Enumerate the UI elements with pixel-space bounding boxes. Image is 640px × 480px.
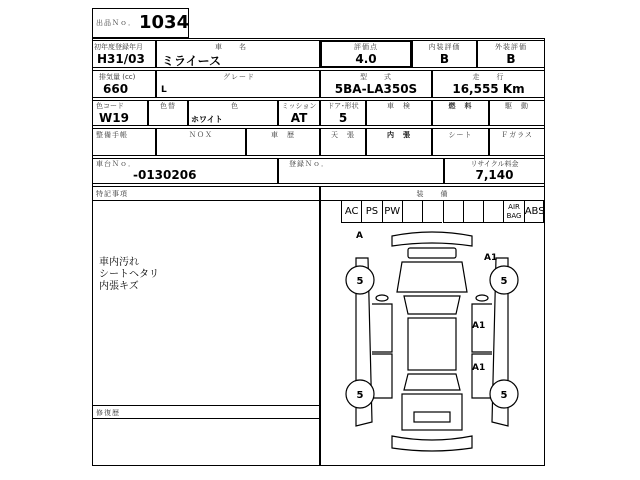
doors-cell <box>320 100 366 126</box>
year-cell <box>92 40 156 68</box>
color-code-label: 色コード <box>96 102 124 110</box>
displacement-label: 排気量 (cc) <box>99 73 136 81</box>
rear-plate <box>414 412 450 422</box>
seat-label: シート <box>448 131 473 139</box>
equipment-item: AIR BAG <box>503 201 523 223</box>
year-label: 初年度登録年月 <box>94 43 143 51</box>
mileage-cell <box>432 70 545 98</box>
seat-cell <box>432 128 489 156</box>
interior-score-value: B <box>439 52 450 66</box>
note-line: 車内汚れ <box>99 257 139 268</box>
windshield-outline <box>404 296 460 314</box>
color-code-value: W19 <box>99 111 129 125</box>
equipment-header: 装 備 <box>416 190 449 198</box>
grade-value: L <box>161 85 167 95</box>
equipment-item <box>443 201 463 223</box>
interior-score-cell <box>412 40 477 68</box>
registration-label: 登録Ｎｏ． <box>289 160 329 168</box>
equipment-item: ABS <box>524 201 544 223</box>
damage-mark: A1 <box>472 363 486 373</box>
mileage-label: 走 行 <box>472 73 505 81</box>
manual-cell <box>92 128 156 156</box>
equipment-item: PS <box>361 201 381 223</box>
car-diagram <box>322 222 543 464</box>
model-label: 型 式 <box>360 73 392 81</box>
inspection-cell <box>366 100 432 126</box>
tire-label: 5 <box>356 390 364 401</box>
drive-cell <box>489 100 545 126</box>
interior-trim-label: 内 張 <box>387 131 411 139</box>
color-swap-label: 色替 <box>160 102 176 110</box>
notes-panel <box>92 186 320 466</box>
left-door-rear <box>372 354 392 398</box>
note-line: シートヘタリ <box>99 269 159 280</box>
doors-value: 5 <box>338 111 348 125</box>
front-grille <box>408 248 456 258</box>
registration-cell <box>278 158 444 184</box>
color-swap-cell <box>148 100 188 126</box>
displacement-cell <box>92 70 156 98</box>
repair-header-row <box>93 405 319 419</box>
exterior-score-value: B <box>506 52 516 66</box>
model-value: 5BA-LA350S <box>334 82 418 96</box>
model-cell <box>320 70 432 98</box>
mileage-value: 16,555 Km <box>452 82 525 96</box>
inspection-label: 車 検 <box>387 102 411 110</box>
interior-score-label: 内装評価 <box>428 43 461 51</box>
chassis-label: 車台Ｎｏ． <box>96 160 136 168</box>
car-name-value: ミライース <box>162 54 222 68</box>
color-cell <box>188 100 278 126</box>
chassis-value: -0130206 <box>133 168 197 182</box>
recycle-cell <box>444 158 545 184</box>
equipment-item <box>463 201 483 223</box>
mission-value: AT <box>290 111 308 125</box>
recycle-label: リサイクル料金 <box>470 160 519 168</box>
roof-cell <box>320 128 366 156</box>
notes-list <box>99 257 159 293</box>
equipment-header-row <box>321 187 544 201</box>
tire-label: 5 <box>500 390 508 401</box>
left-mirror <box>376 295 388 301</box>
history-cell <box>246 128 320 156</box>
equipment-item: PW <box>382 201 402 223</box>
right-door-rear <box>472 354 492 398</box>
interior-trim-cell <box>366 128 432 156</box>
damage-mark: A1 <box>472 321 486 331</box>
damage-mark: A <box>356 231 363 241</box>
color-value: ホワイト <box>191 115 223 124</box>
manual-label: 整備手帳 <box>96 131 128 139</box>
drive-label: 駆 動 <box>505 102 529 110</box>
left-door-front <box>372 304 392 352</box>
lot-label: 出品Ｎｏ． <box>96 19 136 27</box>
year-value: H31/03 <box>97 52 145 66</box>
equipment-row <box>341 201 544 223</box>
equipment-item: AC <box>341 201 361 223</box>
notes-header-row <box>93 187 319 201</box>
recycle-value: 7,140 <box>475 168 514 182</box>
roof-outline <box>408 318 456 370</box>
history-label: 車 歴 <box>271 131 295 139</box>
equipment-item <box>402 201 422 223</box>
nox-label: ＮＯＸ <box>189 131 213 139</box>
color-code-cell <box>92 100 148 126</box>
hood-outline <box>397 262 467 292</box>
notes-header: 特記事項 <box>96 190 128 198</box>
right-mirror <box>476 295 488 301</box>
rear-bumper-outline <box>392 436 472 451</box>
displacement-value: 660 <box>103 82 129 96</box>
lot-number: 1034 <box>139 12 190 33</box>
chassis-cell <box>92 158 278 184</box>
tire-label: 5 <box>356 276 364 287</box>
tire-label: 5 <box>500 276 508 287</box>
exterior-score-label: 外装評価 <box>495 43 527 51</box>
damage-mark: A1 <box>484 253 498 263</box>
fuel-label: 燃 料 <box>448 102 473 110</box>
mission-label: ミッション <box>281 102 317 110</box>
fglass-cell <box>489 128 545 156</box>
rear-glass-outline <box>404 374 460 390</box>
car-name-cell <box>156 40 320 68</box>
doors-label: ドア･形状 <box>327 102 359 110</box>
repair-header: 修復歴 <box>96 409 120 417</box>
car-name-label: 車 名 <box>215 43 247 51</box>
equipment-item <box>422 201 442 223</box>
roof-label: 天 張 <box>331 131 355 139</box>
equipment-item <box>483 201 503 223</box>
exterior-score-cell <box>477 40 545 68</box>
fglass-label: Ｆガラス <box>501 131 533 139</box>
grade-label: グレード <box>223 73 255 81</box>
score-value: 4.0 <box>355 52 377 66</box>
score-cell <box>320 40 412 68</box>
mission-cell <box>278 100 320 126</box>
front-bumper-outline <box>392 232 472 246</box>
score-label: 評価点 <box>354 43 378 51</box>
fuel-cell <box>432 100 489 126</box>
note-line: 内張キズ <box>99 281 139 292</box>
grade-cell <box>156 70 320 98</box>
nox-cell <box>156 128 246 156</box>
color-label: 色 <box>231 102 239 110</box>
lot-number-box <box>92 8 189 38</box>
